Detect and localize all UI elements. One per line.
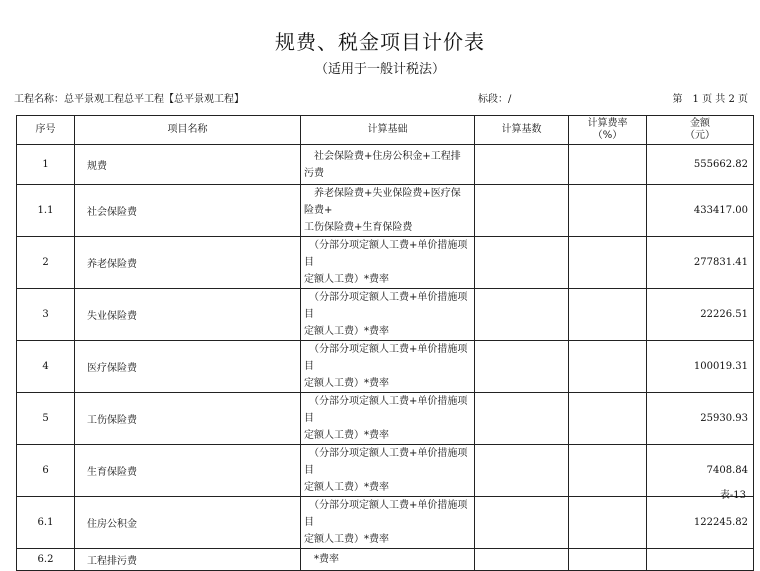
header-calc-basis: 计算基础: [301, 116, 475, 145]
row-calc-base-amount: [475, 549, 569, 571]
row-calc-basis: （分部分项定额人工费+单价措施项目 定额人工费）*费率: [301, 445, 475, 497]
row-amount: 100019.31: [647, 341, 754, 393]
row-calc-base-amount: [475, 237, 569, 289]
row-item-name: 规费: [75, 145, 301, 185]
row-amount: 7408.84: [647, 445, 754, 497]
table-row: [17, 497, 754, 549]
row-item-name: 生育保险费: [75, 445, 301, 497]
row-calc-basis: *费率: [301, 549, 475, 571]
table-row: [17, 341, 754, 393]
row-rate: [569, 549, 647, 571]
row-amount: 277831.41: [647, 237, 754, 289]
row-calc-basis: （分部分项定额人工费+单价措施项目 定额人工费）*费率: [301, 497, 475, 549]
table-row: [17, 237, 754, 289]
header-item-name: 项目名称: [75, 116, 301, 145]
row-calc-base-amount: [475, 445, 569, 497]
row-number: 6.2: [17, 549, 75, 571]
row-amount: 25930.93: [647, 393, 754, 445]
table-row: [17, 393, 754, 445]
document-subtitle: （适用于一般计税法）: [314, 62, 445, 77]
row-rate: [569, 341, 647, 393]
row-calc-basis: （分部分项定额人工费+单价措施项目 定额人工费）*费率: [301, 237, 475, 289]
row-number: 1.1: [17, 185, 75, 237]
row-number: 2: [17, 237, 75, 289]
row-amount: 22226.51: [647, 289, 754, 341]
row-amount: 122245.82: [647, 497, 754, 549]
row-item-name: 失业保险费: [75, 289, 301, 341]
row-item-name: 工伤保险费: [75, 393, 301, 445]
row-item-name: 住房公积金: [75, 497, 301, 549]
row-calc-basis: （分部分项定额人工费+单价措施项目 定额人工费）*费率: [301, 289, 475, 341]
row-calc-base-amount: [475, 289, 569, 341]
row-rate: [569, 185, 647, 237]
row-number: 5: [17, 393, 75, 445]
table-row: [17, 549, 754, 571]
table-row: [17, 445, 754, 497]
row-number: 3: [17, 289, 75, 341]
row-rate: [569, 393, 647, 445]
row-calc-basis: （分部分项定额人工费+单价措施项目 定额人工费）*费率: [301, 393, 475, 445]
row-rate: [569, 289, 647, 341]
row-calc-base-amount: [475, 145, 569, 185]
row-number: 6: [17, 445, 75, 497]
header-rate: 计算费率 （%）: [569, 116, 647, 145]
row-item-name: 医疗保险费: [75, 341, 301, 393]
header-amount: 金额 （元）: [647, 116, 754, 145]
row-number: 4: [17, 341, 75, 393]
row-item-name: 养老保险费: [75, 237, 301, 289]
row-number: 1: [17, 145, 75, 185]
document-title: 规费、税金项目计价表: [275, 30, 485, 54]
project-name: 工程名称：总平景观工程总平工程【总平景观工程】: [14, 94, 244, 105]
row-calc-basis: （分部分项定额人工费+单价措施项目 定额人工费）*费率: [301, 341, 475, 393]
page-indicator: 第 1 页 共 2 页: [672, 94, 748, 105]
row-amount: 433417.00: [647, 185, 754, 237]
row-amount: [647, 549, 754, 571]
table-row: [17, 145, 754, 185]
row-calc-base-amount: [475, 393, 569, 445]
header-no: 序号: [17, 116, 75, 145]
table-header-row: [17, 116, 754, 145]
header-calc-base-amount: 计算基数: [475, 116, 569, 145]
row-item-name: 工程排污费: [75, 549, 301, 571]
table-row: [17, 289, 754, 341]
row-calc-base-amount: [475, 185, 569, 237]
row-calc-basis: 养老保险费+失业保险费+医疗保险费+ 工伤保险费+生育保险费: [301, 185, 475, 237]
row-calc-base-amount: [475, 341, 569, 393]
row-item-name: 社会保险费: [75, 185, 301, 237]
row-rate: [569, 237, 647, 289]
fee-tax-table: [16, 115, 754, 571]
table-number: 表-13: [719, 490, 746, 501]
row-calc-base-amount: [475, 497, 569, 549]
row-rate: [569, 445, 647, 497]
row-rate: [569, 145, 647, 185]
row-number: 6.1: [17, 497, 75, 549]
section-label: 标段：/: [478, 94, 512, 105]
row-amount: 555662.82: [647, 145, 754, 185]
table-row: [17, 185, 754, 237]
row-calc-basis: 社会保险费+住房公积金+工程排污费: [301, 145, 475, 185]
row-rate: [569, 497, 647, 549]
